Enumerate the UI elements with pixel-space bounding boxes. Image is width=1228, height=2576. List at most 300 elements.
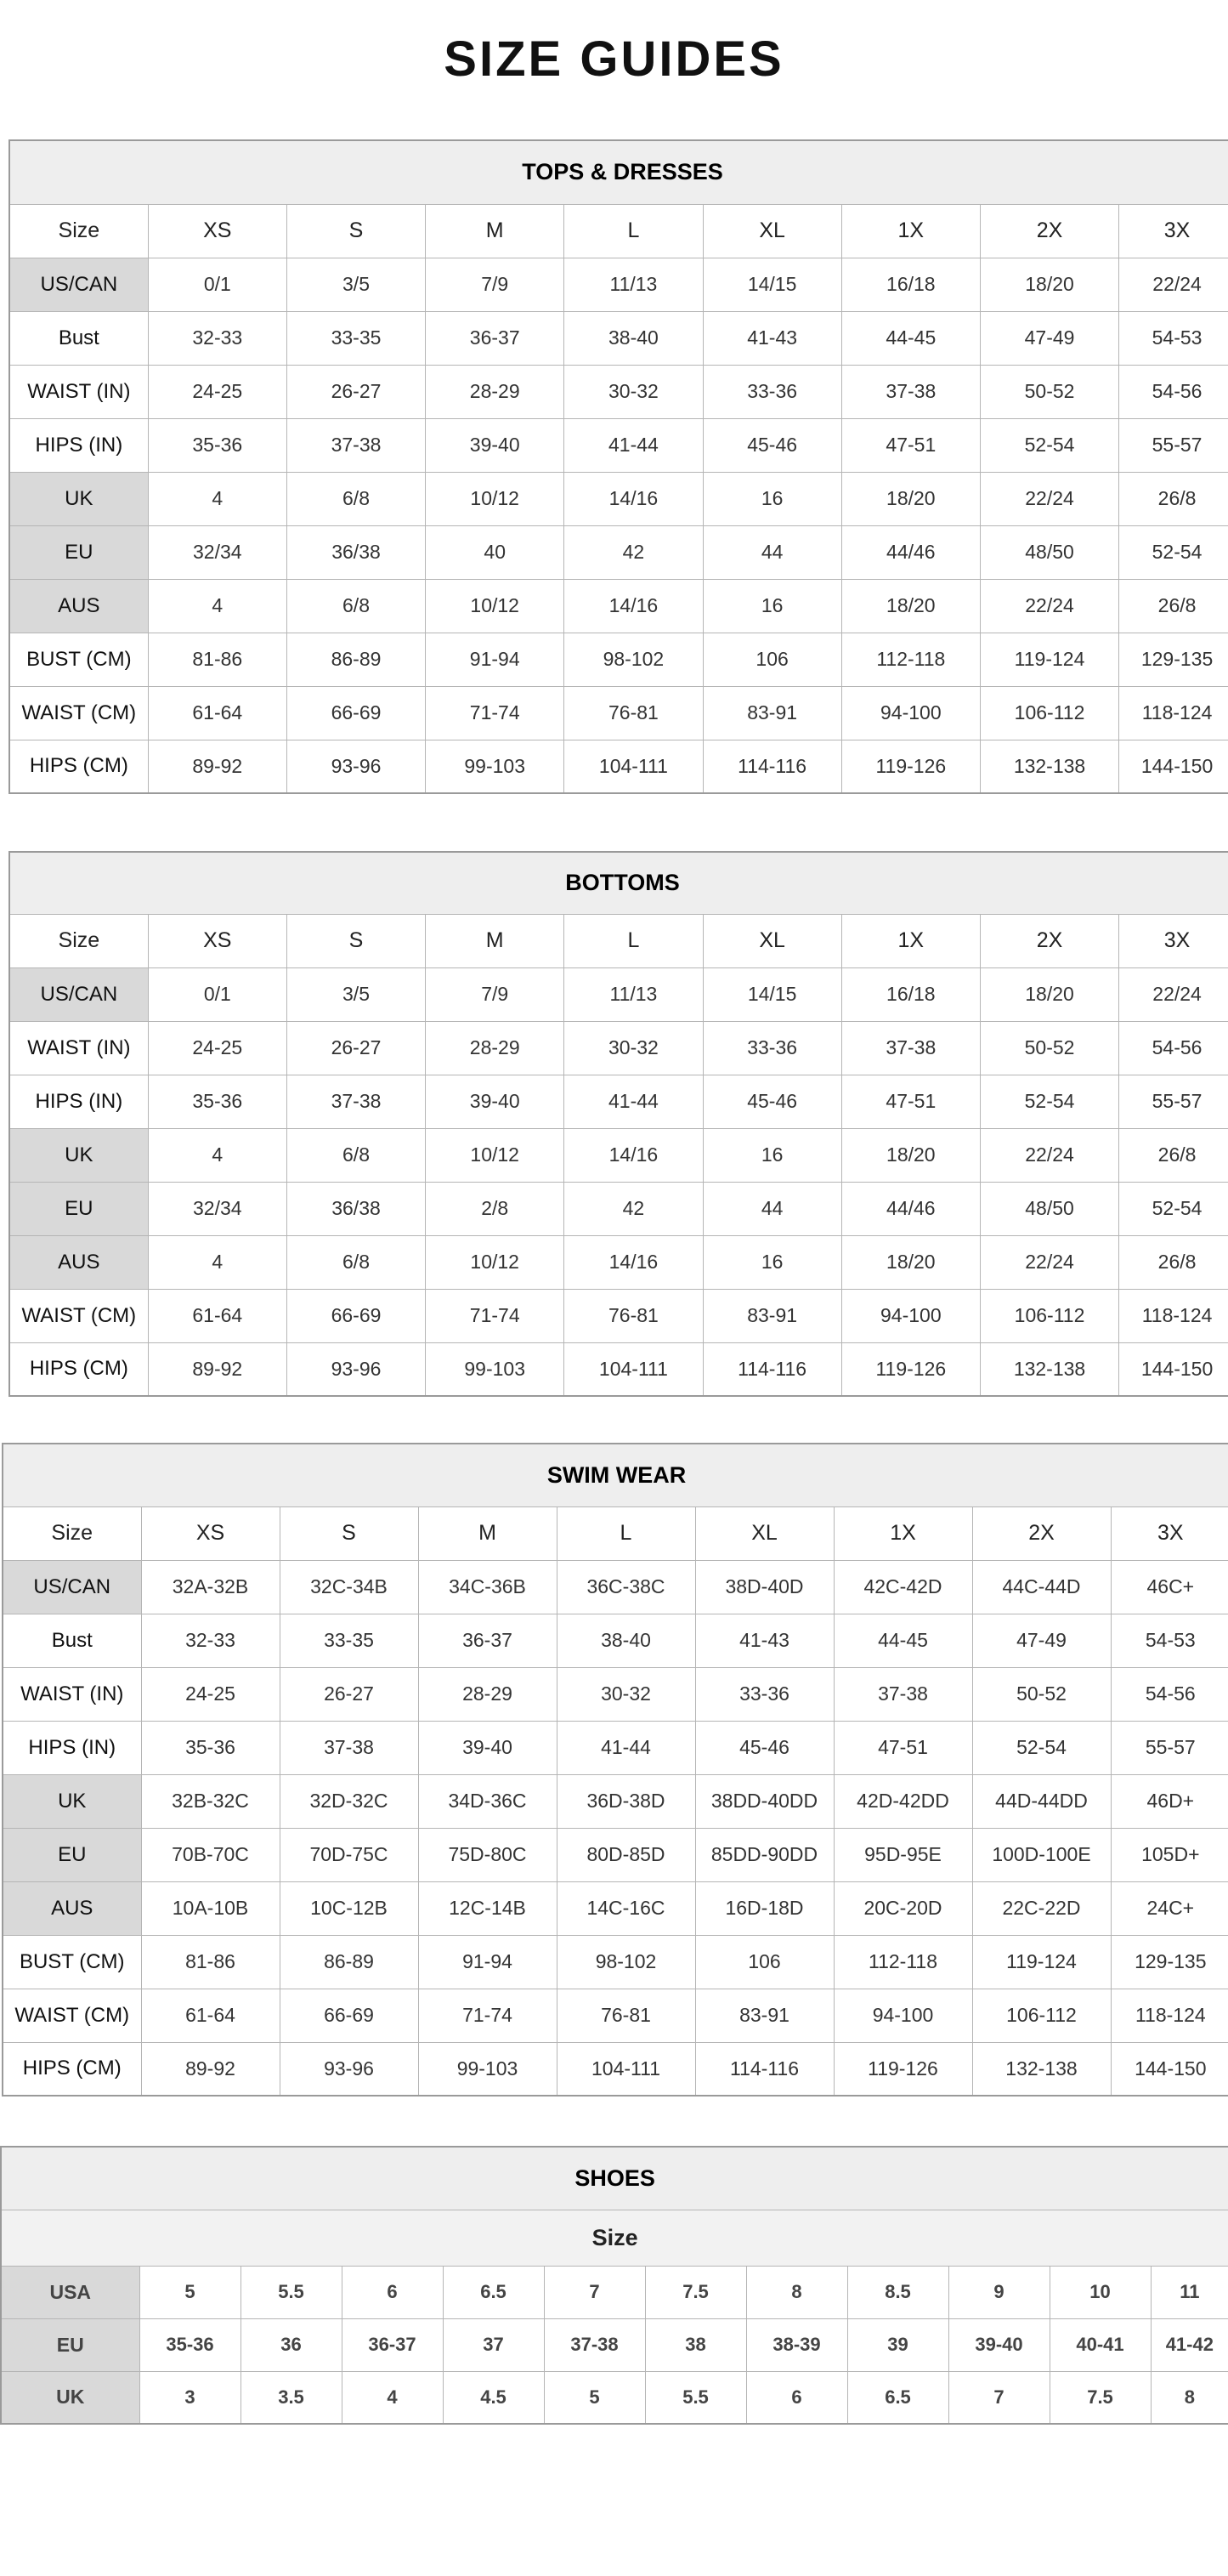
table-cell: 66-69 xyxy=(280,1989,418,2042)
table-cell: 61-64 xyxy=(148,1289,286,1342)
table-row xyxy=(9,311,1228,365)
size-header-label: Size xyxy=(9,204,148,258)
table-cell: 6.5 xyxy=(443,2266,544,2318)
table-cell: 46D+ xyxy=(1111,1774,1228,1828)
table-row xyxy=(9,740,1228,793)
table-cell: 36C-38C xyxy=(557,1560,695,1614)
table-cell: 93-96 xyxy=(286,740,425,793)
table-cell: 98-102 xyxy=(564,633,703,686)
table-cell: 26-27 xyxy=(286,365,425,418)
table-cell: 22/24 xyxy=(980,1235,1118,1289)
table-cell: 44-45 xyxy=(834,1614,972,1667)
size-column-header: 2X xyxy=(980,204,1118,258)
table-cell: 118-124 xyxy=(1119,686,1228,740)
table-cell: 75D-80C xyxy=(418,1828,557,1881)
table-cell: 9 xyxy=(948,2266,1050,2318)
table-row xyxy=(9,1021,1228,1075)
table-cell: 18/20 xyxy=(841,1235,980,1289)
table-cell: 106 xyxy=(703,633,841,686)
table-row xyxy=(3,2042,1228,2096)
table-cell: 5.5 xyxy=(241,2266,342,2318)
size-column-header: L xyxy=(564,914,703,967)
table-cell: 3.5 xyxy=(241,2371,342,2424)
table-cell: 37-38 xyxy=(841,1021,980,1075)
table-cell: 38-40 xyxy=(557,1614,695,1667)
table-cell: 36/38 xyxy=(286,525,425,579)
table-cell: 144-150 xyxy=(1119,740,1228,793)
table-cell: 4 xyxy=(148,472,286,525)
table-cell: 52-54 xyxy=(1119,525,1228,579)
row-label: EU xyxy=(3,1828,141,1881)
size-header-label: Size xyxy=(9,914,148,967)
row-label: Bust xyxy=(9,311,148,365)
table-row xyxy=(9,365,1228,418)
table-cell: 38-39 xyxy=(746,2318,847,2371)
size-column-header: 3X xyxy=(1111,1506,1228,1560)
size-column-header: 1X xyxy=(834,1506,972,1560)
table-cell: 42C-42D xyxy=(834,1560,972,1614)
table-cell: 47-51 xyxy=(841,418,980,472)
size-column-header: 1X xyxy=(841,914,980,967)
table-cell: 28-29 xyxy=(418,1667,557,1721)
table-cell: 106-112 xyxy=(980,1289,1118,1342)
size-column-header: XS xyxy=(141,1506,280,1560)
table-row xyxy=(9,1128,1228,1182)
table-cell: 26/8 xyxy=(1119,472,1228,525)
table-cell: 35-36 xyxy=(148,418,286,472)
table-cell: 45-46 xyxy=(703,1075,841,1128)
table-cell: 10C-12B xyxy=(280,1881,418,1935)
table-cell: 85DD-90DD xyxy=(695,1828,834,1881)
size-column-header: XS xyxy=(148,914,286,967)
table-row xyxy=(9,1289,1228,1342)
table-cell: 38 xyxy=(645,2318,746,2371)
table-cell: 129-135 xyxy=(1111,1935,1228,1989)
size-column-header: M xyxy=(418,1506,557,1560)
table-cell: 6/8 xyxy=(286,1128,425,1182)
row-label: US/CAN xyxy=(3,1560,141,1614)
table-cell: 118-124 xyxy=(1111,1989,1228,2042)
table-cell: 99-103 xyxy=(426,1342,564,1396)
table-cell: 33-36 xyxy=(703,1021,841,1075)
table-cell: 24-25 xyxy=(148,1021,286,1075)
table-cell: 36-37 xyxy=(342,2318,443,2371)
table-cell: 33-35 xyxy=(280,1614,418,1667)
row-label: HIPS (CM) xyxy=(9,1342,148,1396)
table-cell: 44/46 xyxy=(841,1182,980,1235)
row-label: EU xyxy=(1,2318,139,2371)
row-label: UK xyxy=(9,472,148,525)
table-cell: 35-36 xyxy=(141,1721,280,1774)
row-label: US/CAN xyxy=(9,967,148,1021)
table-cell: 2/8 xyxy=(426,1182,564,1235)
size-header-label: Size xyxy=(3,1506,141,1560)
table-cell: 4 xyxy=(148,1128,286,1182)
table-row xyxy=(3,1614,1228,1667)
table-cell: 14/15 xyxy=(703,258,841,311)
table-cell: 3/5 xyxy=(286,258,425,311)
row-label: USA xyxy=(1,2266,139,2318)
table-cell: 83-91 xyxy=(695,1989,834,2042)
table-cell: 4 xyxy=(148,1235,286,1289)
table-cell: 71-74 xyxy=(418,1989,557,2042)
table-cell: 106-112 xyxy=(980,686,1118,740)
table-cell: 30-32 xyxy=(564,365,703,418)
table-cell: 10A-10B xyxy=(141,1881,280,1935)
table-cell: 44 xyxy=(703,1182,841,1235)
table-cell: 14/15 xyxy=(703,967,841,1021)
table-cell: 22/24 xyxy=(980,472,1118,525)
table-cell: 54-56 xyxy=(1111,1667,1228,1721)
table-cell: 39-40 xyxy=(948,2318,1050,2371)
table-cell: 36 xyxy=(241,2318,342,2371)
size-column-header: XL xyxy=(703,914,841,967)
table-cell: 32-33 xyxy=(141,1614,280,1667)
table-cell: 18/20 xyxy=(841,579,980,633)
table-cell: 104-111 xyxy=(557,2042,695,2096)
table-cell: 47-49 xyxy=(972,1614,1111,1667)
table-cell: 44D-44DD xyxy=(972,1774,1111,1828)
table-cell: 39 xyxy=(847,2318,948,2371)
table-cell: 10/12 xyxy=(426,579,564,633)
table-row xyxy=(9,633,1228,686)
table-cell: 37-38 xyxy=(286,418,425,472)
table-row xyxy=(9,579,1228,633)
table-cell: 76-81 xyxy=(564,686,703,740)
table-cell: 105D+ xyxy=(1111,1828,1228,1881)
size-column-header: XL xyxy=(703,204,841,258)
table-cell: 16 xyxy=(703,1235,841,1289)
table-cell: 61-64 xyxy=(141,1989,280,2042)
row-label: US/CAN xyxy=(9,258,148,311)
row-label: WAIST (IN) xyxy=(9,1021,148,1075)
swim-wear-table xyxy=(2,1443,1228,2097)
table-row xyxy=(3,1560,1228,1614)
table-cell: 30-32 xyxy=(564,1021,703,1075)
table-cell: 16/18 xyxy=(841,258,980,311)
row-label: UK xyxy=(1,2371,139,2424)
table-cell: 114-116 xyxy=(703,1342,841,1396)
table-cell: 119-124 xyxy=(972,1935,1111,1989)
table-title: SWIM WEAR xyxy=(3,1444,1228,1506)
table-cell: 44-45 xyxy=(841,311,980,365)
shoes-table xyxy=(0,2146,1228,2425)
table-cell: 34D-36C xyxy=(418,1774,557,1828)
table-row xyxy=(1,2266,1228,2318)
row-label: WAIST (IN) xyxy=(9,365,148,418)
table-cell: 55-57 xyxy=(1111,1721,1228,1774)
row-label: HIPS (IN) xyxy=(3,1721,141,1774)
size-header-row xyxy=(3,1506,1228,1560)
table-cell: 41-43 xyxy=(695,1614,834,1667)
table-cell: 132-138 xyxy=(980,1342,1118,1396)
table-cell: 24-25 xyxy=(148,365,286,418)
table-cell: 14/16 xyxy=(564,579,703,633)
table-cell: 11/13 xyxy=(564,967,703,1021)
table-cell: 86-89 xyxy=(280,1935,418,1989)
table-cell: 28-29 xyxy=(426,1021,564,1075)
table-cell: 28-29 xyxy=(426,365,564,418)
table-cell: 14C-16C xyxy=(557,1881,695,1935)
table-cell: 50-52 xyxy=(980,1021,1118,1075)
table-cell: 37-38 xyxy=(286,1075,425,1128)
table-cell: 99-103 xyxy=(418,2042,557,2096)
table-cell: 0/1 xyxy=(148,258,286,311)
row-label: AUS xyxy=(9,579,148,633)
table-cell: 52-54 xyxy=(1119,1182,1228,1235)
row-label: UK xyxy=(9,1128,148,1182)
table-cell: 35-36 xyxy=(148,1075,286,1128)
table-cell: 52-54 xyxy=(972,1721,1111,1774)
table-cell: 22/24 xyxy=(980,1128,1118,1182)
table-row xyxy=(1,2318,1228,2371)
table-cell: 106-112 xyxy=(972,1989,1111,2042)
table-cell: 89-92 xyxy=(148,740,286,793)
table-cell: 129-135 xyxy=(1119,633,1228,686)
table-cell: 22/24 xyxy=(980,579,1118,633)
table-row xyxy=(1,2371,1228,2424)
table-cell: 70D-75C xyxy=(280,1828,418,1881)
table-cell: 44 xyxy=(703,525,841,579)
table-cell: 104-111 xyxy=(564,740,703,793)
table-cell: 89-92 xyxy=(148,1342,286,1396)
table-cell: 144-150 xyxy=(1111,2042,1228,2096)
table-row xyxy=(3,1828,1228,1881)
table-cell: 32C-34B xyxy=(280,1560,418,1614)
table-cell: 93-96 xyxy=(280,2042,418,2096)
table-cell: 7.5 xyxy=(1050,2371,1151,2424)
table-row xyxy=(9,1075,1228,1128)
table-cell: 38D-40D xyxy=(695,1560,834,1614)
table-cell: 32A-32B xyxy=(141,1560,280,1614)
table-cell: 37-38 xyxy=(841,365,980,418)
table-subtitle: Size xyxy=(1,2210,1228,2266)
table-cell: 11 xyxy=(1151,2266,1228,2318)
table-cell: 40 xyxy=(426,525,564,579)
table-cell: 106 xyxy=(695,1935,834,1989)
table-cell: 5 xyxy=(139,2266,241,2318)
table-cell: 54-53 xyxy=(1111,1614,1228,1667)
table-cell: 41-44 xyxy=(564,1075,703,1128)
table-cell: 20C-20D xyxy=(834,1881,972,1935)
size-header-row xyxy=(9,204,1228,258)
table-cell: 4.5 xyxy=(443,2371,544,2424)
table-cell: 18/20 xyxy=(841,1128,980,1182)
table-cell: 104-111 xyxy=(564,1342,703,1396)
row-label: HIPS (IN) xyxy=(9,1075,148,1128)
table-cell: 89-92 xyxy=(141,2042,280,2096)
table-cell: 99-103 xyxy=(426,740,564,793)
row-label: WAIST (IN) xyxy=(3,1667,141,1721)
table-cell: 91-94 xyxy=(426,633,564,686)
size-column-header: L xyxy=(564,204,703,258)
row-label: WAIST (CM) xyxy=(3,1989,141,2042)
size-column-header: 3X xyxy=(1119,914,1228,967)
table-title: SHOES xyxy=(1,2147,1228,2210)
table-cell: 12C-14B xyxy=(418,1881,557,1935)
size-column-header: M xyxy=(426,204,564,258)
table-cell: 30-32 xyxy=(557,1667,695,1721)
table-cell: 16/18 xyxy=(841,967,980,1021)
table-cell: 45-46 xyxy=(703,418,841,472)
table-cell: 71-74 xyxy=(426,1289,564,1342)
size-column-header: XS xyxy=(148,204,286,258)
row-label: Bust xyxy=(3,1614,141,1667)
table-cell: 4 xyxy=(148,579,286,633)
size-column-header: M xyxy=(426,914,564,967)
table-cell: 8.5 xyxy=(847,2266,948,2318)
table-cell: 8 xyxy=(746,2266,847,2318)
table-cell: 119-124 xyxy=(980,633,1118,686)
table-cell: 37-38 xyxy=(544,2318,645,2371)
table-cell: 47-51 xyxy=(841,1075,980,1128)
table-cell: 14/16 xyxy=(564,472,703,525)
size-header-row xyxy=(9,914,1228,967)
table-cell: 55-57 xyxy=(1119,1075,1228,1128)
table-cell: 6 xyxy=(342,2266,443,2318)
table-cell: 86-89 xyxy=(286,633,425,686)
table-cell: 100D-100E xyxy=(972,1828,1111,1881)
table-cell: 45-46 xyxy=(695,1721,834,1774)
table-cell: 26/8 xyxy=(1119,1128,1228,1182)
table-cell: 39-40 xyxy=(418,1721,557,1774)
table-cell: 10/12 xyxy=(426,1235,564,1289)
table-cell: 52-54 xyxy=(980,418,1118,472)
size-column-header: S xyxy=(280,1506,418,1560)
table-cell: 36/38 xyxy=(286,1182,425,1235)
table-cell: 132-138 xyxy=(972,2042,1111,2096)
table-cell: 42 xyxy=(564,525,703,579)
table-cell: 83-91 xyxy=(703,686,841,740)
size-column-header: 1X xyxy=(841,204,980,258)
table-cell: 71-74 xyxy=(426,686,564,740)
row-label: UK xyxy=(3,1774,141,1828)
table-cell: 39-40 xyxy=(426,418,564,472)
table-cell: 119-126 xyxy=(841,1342,980,1396)
table-cell: 118-124 xyxy=(1119,1289,1228,1342)
table-cell: 80D-85D xyxy=(557,1828,695,1881)
size-column-header: XL xyxy=(695,1506,834,1560)
table-cell: 38DD-40DD xyxy=(695,1774,834,1828)
table-cell: 50-52 xyxy=(972,1667,1111,1721)
table-cell: 66-69 xyxy=(286,1289,425,1342)
table-cell: 36D-38D xyxy=(557,1774,695,1828)
table-cell: 24-25 xyxy=(141,1667,280,1721)
table-cell: 52-54 xyxy=(980,1075,1118,1128)
table-cell: 66-69 xyxy=(286,686,425,740)
table-cell: 16D-18D xyxy=(695,1881,834,1935)
table-cell: 114-116 xyxy=(695,2042,834,2096)
table-cell: 55-57 xyxy=(1119,418,1228,472)
table-cell: 16 xyxy=(703,1128,841,1182)
table-cell: 26-27 xyxy=(286,1021,425,1075)
table-row xyxy=(3,1721,1228,1774)
row-label: EU xyxy=(9,525,148,579)
size-column-header: 3X xyxy=(1119,204,1228,258)
size-column-header: 2X xyxy=(980,914,1118,967)
table-cell: 34C-36B xyxy=(418,1560,557,1614)
table-title: BOTTOMS xyxy=(9,852,1228,914)
table-cell: 11/13 xyxy=(564,258,703,311)
table-cell: 119-126 xyxy=(841,740,980,793)
table-cell: 26/8 xyxy=(1119,1235,1228,1289)
table-cell: 5.5 xyxy=(645,2371,746,2424)
bottoms-table xyxy=(8,851,1228,1397)
table-cell: 10 xyxy=(1050,2266,1151,2318)
table-row xyxy=(3,1989,1228,2042)
row-label: BUST (CM) xyxy=(9,633,148,686)
table-cell: 0/1 xyxy=(148,967,286,1021)
table-cell: 7.5 xyxy=(645,2266,746,2318)
table-row xyxy=(3,1935,1228,1989)
table-cell: 47-49 xyxy=(980,311,1118,365)
table-cell: 119-126 xyxy=(834,2042,972,2096)
table-row xyxy=(3,1881,1228,1935)
table-cell: 46C+ xyxy=(1111,1560,1228,1614)
table-row xyxy=(9,418,1228,472)
size-column-header: S xyxy=(286,914,425,967)
table-cell: 6/8 xyxy=(286,579,425,633)
table-row xyxy=(9,258,1228,311)
table-cell: 41-44 xyxy=(557,1721,695,1774)
table-cell: 33-36 xyxy=(703,365,841,418)
tops-dresses-table xyxy=(8,139,1228,794)
row-label: AUS xyxy=(3,1881,141,1935)
table-cell: 94-100 xyxy=(841,1289,980,1342)
table-cell: 32/34 xyxy=(148,525,286,579)
table-cell: 48/50 xyxy=(980,525,1118,579)
table-cell: 6 xyxy=(746,2371,847,2424)
table-cell: 50-52 xyxy=(980,365,1118,418)
table-cell: 33-36 xyxy=(695,1667,834,1721)
table-cell: 61-64 xyxy=(148,686,286,740)
row-label: BUST (CM) xyxy=(3,1935,141,1989)
table-cell: 112-118 xyxy=(841,633,980,686)
table-cell: 7/9 xyxy=(426,258,564,311)
table-cell: 10/12 xyxy=(426,1128,564,1182)
table-cell: 5 xyxy=(544,2371,645,2424)
table-title: TOPS & DRESSES xyxy=(9,140,1228,204)
table-cell: 41-43 xyxy=(703,311,841,365)
table-cell: 54-53 xyxy=(1119,311,1228,365)
row-label: HIPS (CM) xyxy=(9,740,148,793)
table-cell: 76-81 xyxy=(557,1989,695,2042)
table-cell: 132-138 xyxy=(980,740,1118,793)
table-cell: 18/20 xyxy=(980,258,1118,311)
table-cell: 6/8 xyxy=(286,472,425,525)
table-cell: 3 xyxy=(139,2371,241,2424)
row-label: WAIST (CM) xyxy=(9,686,148,740)
table-cell: 8 xyxy=(1151,2371,1228,2424)
table-cell: 14/16 xyxy=(564,1128,703,1182)
table-cell: 26/8 xyxy=(1119,579,1228,633)
table-cell: 7/9 xyxy=(426,967,564,1021)
table-cell: 32B-32C xyxy=(141,1774,280,1828)
table-cell: 32/34 xyxy=(148,1182,286,1235)
table-cell: 94-100 xyxy=(841,686,980,740)
table-row xyxy=(9,472,1228,525)
table-cell: 44/46 xyxy=(841,525,980,579)
table-cell: 6/8 xyxy=(286,1235,425,1289)
table-row xyxy=(9,1182,1228,1235)
table-cell: 16 xyxy=(703,472,841,525)
table-cell: 54-56 xyxy=(1119,1021,1228,1075)
table-cell: 98-102 xyxy=(557,1935,695,1989)
row-label: WAIST (CM) xyxy=(9,1289,148,1342)
size-column-header: S xyxy=(286,204,425,258)
table-cell: 91-94 xyxy=(418,1935,557,1989)
table-cell: 37-38 xyxy=(280,1721,418,1774)
